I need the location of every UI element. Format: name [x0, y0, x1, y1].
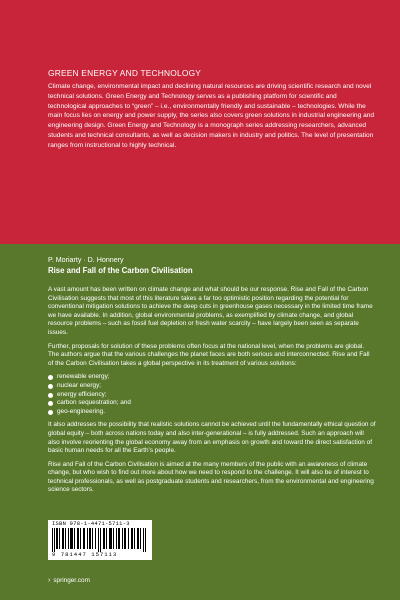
bullet-icon	[48, 393, 53, 398]
book-description	[48, 286, 376, 500]
description-paragraph-4: Rise and Fall of the Carbon Civilisation is aimed at the many members of the public with an awareness of climate change, but who wish to find out more about how we need to respond to the challenge. It will also be of interest to technical professionals, as well as postgraduate students and researchers, from the environmental and engineering science sectors.	[48, 460, 374, 494]
book-authors: P. Moriarty · D. Honnery	[48, 256, 124, 264]
barcode	[48, 520, 152, 560]
list-item: carbon sequestration; and	[48, 399, 376, 408]
publisher-link[interactable]	[48, 577, 90, 584]
list-item: renewable energy;	[48, 373, 376, 382]
description-paragraph-1: A vast amount has been written on climate change and what should be our response. Rise and Fall of the Carbon Civilisation suggests that most of this literature takes a far too optimistic position regarding the potential for conventional mitigation solutions to achieve the deep cuts in greenhouse gases necessary in the limited time frame we have available. In addition, global environmental problems, as exemplified by climate change, and global resource problems – such as fossil fuel depletion or fresh water scarcity – have largely been seen as separate issues.	[48, 286, 373, 336]
description-paragraph-3: It also addresses the possibility that realistic solutions cannot be achieved until the fundamentally ethical question of global equity – both across nations today and also inter-generational – is fully addressed. Such an approach will also involve reorienting the global economy away from an emphasis on growth and toward the direct satisfaction of basic human needs for all the Earth’s people.	[48, 421, 376, 455]
bullet-icon	[48, 384, 53, 389]
isbn-label: ISBN 978-1-4471-5711-3	[52, 521, 130, 527]
list-item: geo-engineering.	[48, 408, 376, 417]
description-paragraph-2: Further, proposals for solution of these problems often focus at the national level, when the problems are global. The authors argue that the various challenges the planet faces are both serious and interconnected. Rise and Fall of the Carbon Civilisation takes a global perspective in its treatment of various solutions:	[48, 342, 370, 367]
bullet-icon	[48, 401, 53, 406]
arrow-icon: ›	[48, 577, 51, 584]
list-item: nuclear energy;	[48, 382, 376, 391]
barcode-number: 9 781447 157113	[52, 551, 118, 558]
series-title: GREEN ENERGY AND TECHNOLOGY	[48, 68, 202, 78]
barcode-bars-icon	[52, 528, 148, 552]
solutions-list	[48, 373, 376, 416]
bullet-icon	[48, 375, 53, 380]
list-item: energy efficiency;	[48, 391, 376, 400]
series-description: Climate change, environmental impact and declining natural resources are driving scientific research and novel technical solutions. Green Energy and Technology serves as a publishing platform for scientific and technological approaches to “green” – i.e., environmentally friendly and sustainable – technologies. While the main focus lies on energy and power supply, the series also covers green solutions in industrial engineering and engineering design. Green Energy and Technology is a monograph series addressing researchers, advanced students and technical consultants, as well as decision makers in industry and politics. The level of presentation ranges from instructional to highly technical.	[48, 83, 375, 149]
book-title: Rise and Fall of the Carbon Civilisation	[48, 266, 193, 275]
publisher-name: springer.com	[53, 577, 90, 584]
bullet-icon	[48, 410, 53, 415]
